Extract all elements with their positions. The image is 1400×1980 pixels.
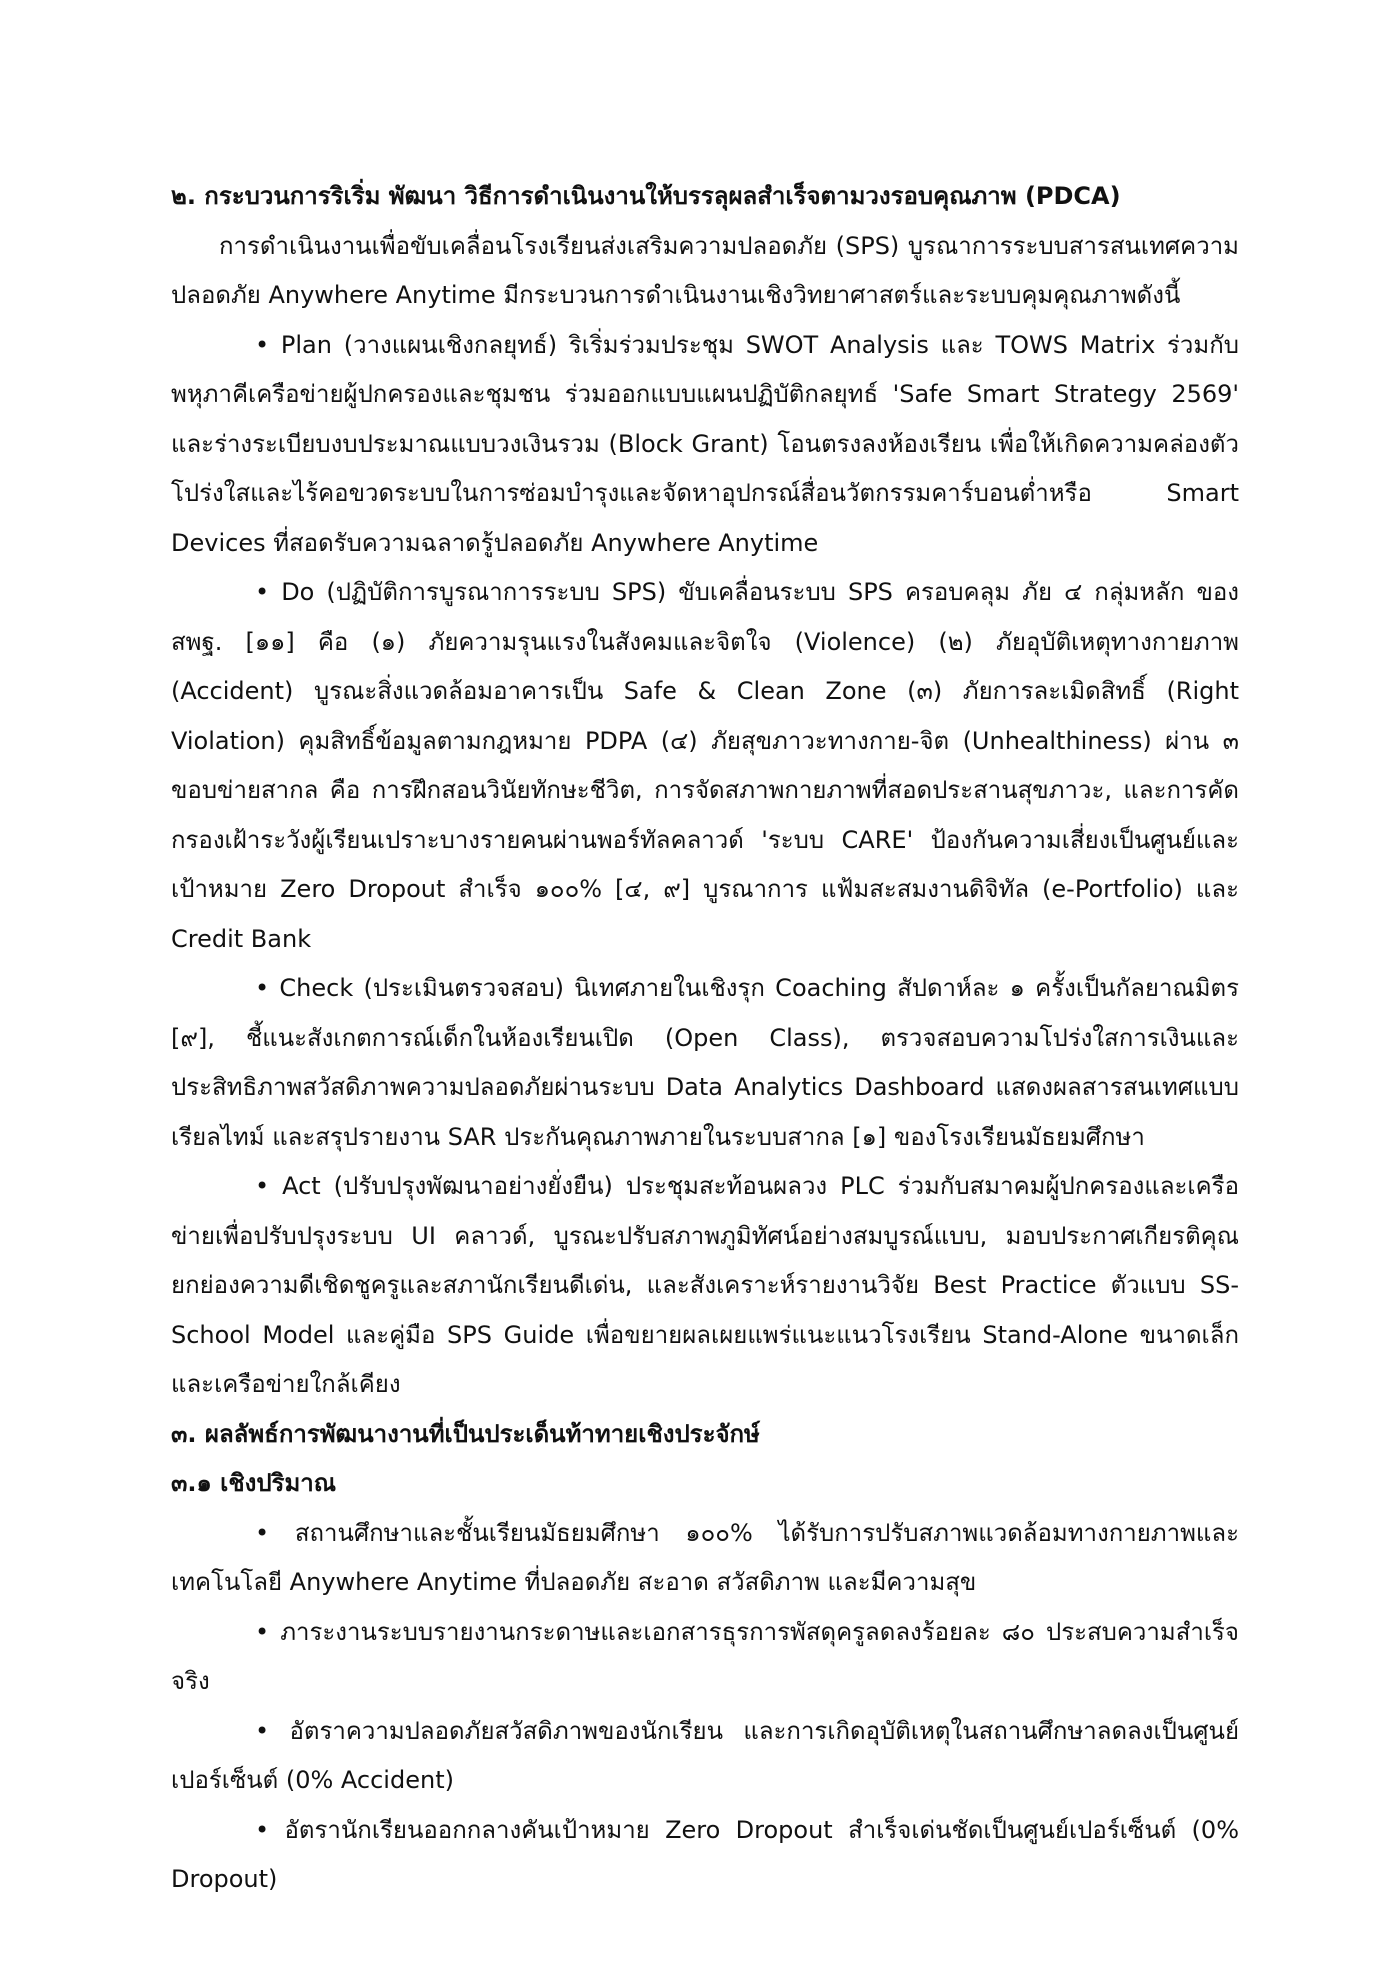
section-2-heading: ๒. กระบวนการริเริ่ม พัฒนา วิธีการดำเนินงานให้บรรลุผลสำเร็จตามวงรอบคุณภาพ (PDCA) bbox=[171, 182, 1121, 210]
quantitative-bullet-3: • อัตราความปลอดภัยสวัสดิภาพของนักเรียน และการเกิดอุบัติเหตุในสถานศึกษาลดลงเป็นศูนย์เปอร์เซ็นต์ (0% Accident) bbox=[171, 1716, 1239, 1794]
document-page bbox=[171, 172, 1239, 1905]
section-3-1-heading: ๓.๑ เชิงปริมาณ bbox=[171, 1469, 337, 1497]
quantitative-bullet-4: • อัตรานักเรียนออกกลางคันเป้าหมาย Zero Dropout สำเร็จเด่นชัดเป็นศูนย์เปอร์เซ็นต์ (0% Dropout) bbox=[171, 1815, 1239, 1893]
check-bullet: • Check (ประเมินตรวจสอบ) นิเทศภายในเชิงรุก Coaching สัปดาห์ละ ๑ ครั้งเป็นกัลยาณมิตร [๙], ชี้แนะสังเกตการณ์เด็กในห้องเรียนเปิด (Open Class), ตรวจสอบความโปร่งใสการเงินและประสิทธิภาพสวัสดิภาพความปลอดภัยผ่านระบบ Data Analytics Dashboard แสดงผลสารสนเทศแบบเรียลไทม์ และสรุปรายงาน SAR ประกันคุณภาพภายในระบบสากล [๑] ของโรงเรียนมัธยมศึกษา bbox=[171, 974, 1239, 1151]
plan-bullet: • Plan (วางแผนเชิงกลยุทธ์) ริเริ่มร่วมประชุม SWOT Analysis และ TOWS Matrix ร่วมกับพหุภาคีเครือข่ายผู้ปกครองและชุมชน ร่วมออกแบบแผนปฏิบัติกลยุทธ์ 'Safe Smart Strategy 2569' และร่างระเบียบงบประมาณแบบวงเงินรวม (Block Grant) โอนตรงลงห้องเรียน เพื่อให้เกิดความคล่องตัว โปร่งใสและไร้คอขวดระบบในการซ่อมบำรุงและจัดหาอุปกรณ์สื่อนวัตกรรมคาร์บอนต่ำหรือ Smart Devices ที่สอดรับความฉลาดรู้ปลอดภัย Anywhere Anytime bbox=[171, 330, 1239, 557]
quantitative-bullet-2: • ภาระงานระบบรายงานกระดาษและเอกสารธุรการพัสดุครูลดลงร้อยละ ๘๐ ประสบความสำเร็จจริง bbox=[171, 1617, 1239, 1695]
do-bullet: • Do (ปฏิบัติการบูรณาการระบบ SPS) ขับเคลื่อนระบบ SPS ครอบคลุม ภัย ๔ กลุ่มหลัก ของ สพฐ. [๑๑] คือ (๑) ภัยความรุนแรงในสังคมและจิตใจ (Violence) (๒) ภัยอุบัติเหตุทางกายภาพ (Accident) บูรณะสิ่งแวดล้อมอาคารเป็น Safe & Clean Zone (๓) ภัยการละเมิดสิทธิ์ (Right Violation) คุมสิทธิ์ข้อมูลตามกฎหมาย PDPA (๔) ภัยสุขภาวะทางกาย-จิต (Unhealthiness) ผ่าน ๓ ขอบข่ายสากล คือ การฝึกสอนวินัยทักษะชีวิต, การจัดสภาพกายภาพที่สอดประสานสุขภาวะ, และการคัดกรองเฝ้าระวังผู้เรียนเปราะบางรายคนผ่านพอร์ทัลคลาวด์ 'ระบบ CARE' ป้องกันความเสี่ยงเป็นศูนย์และเป้าหมาย Zero Dropout สำเร็จ ๑๐๐% [๔, ๙] บูรณาการ แฟ้มสะสมงานดิจิทัล (e-Portfolio) และ Credit Bank bbox=[171, 578, 1239, 953]
section-3-heading: ๓. ผลลัพธ์การพัฒนางานที่เป็นประเด็นท้าทายเชิงประจักษ์ bbox=[171, 1419, 760, 1448]
quantitative-bullet-1: • สถานศึกษาและชั้นเรียนมัธยมศึกษา ๑๐๐% ได้รับการปรับสภาพแวดล้อมทางกายภาพและเทคโนโลยี Anywhere Anytime ที่ปลอดภัย สะอาด สวัสดิภาพ และมีความสุข bbox=[171, 1518, 1239, 1596]
act-bullet: • Act (ปรับปรุงพัฒนาอย่างยั่งยืน) ประชุมสะท้อนผลวง PLC ร่วมกับสมาคมผู้ปกครองและเครือข่ายเพื่อปรับปรุงระบบ UI คลาวด์, บูรณะปรับสภาพภูมิทัศน์อย่างสมบูรณ์แบบ, มอบประกาศเกียรติคุณยกย่องความดีเชิดชูครูและสภานักเรียนดีเด่น, และสังเคราะห์รายงานวิจัย Best Practice ตัวแบบ SS-School Model และคู่มือ SPS Guide เพื่อขยายผลเผยแพร่แนะแนวโรงเรียน Stand-Alone ขนาดเล็ก และเครือข่ายใกล้เคียง bbox=[171, 1172, 1239, 1398]
intro-paragraph: การดำเนินงานเพื่อขับเคลื่อนโรงเรียนส่งเสริมความปลอดภัย (SPS) บูรณาการระบบสารสนเทศความปลอดภัย Anywhere Anytime มีกระบวนการดำเนินงานเชิงวิทยาศาสตร์และระบบคุมคุณภาพดังนี้ bbox=[171, 231, 1239, 309]
